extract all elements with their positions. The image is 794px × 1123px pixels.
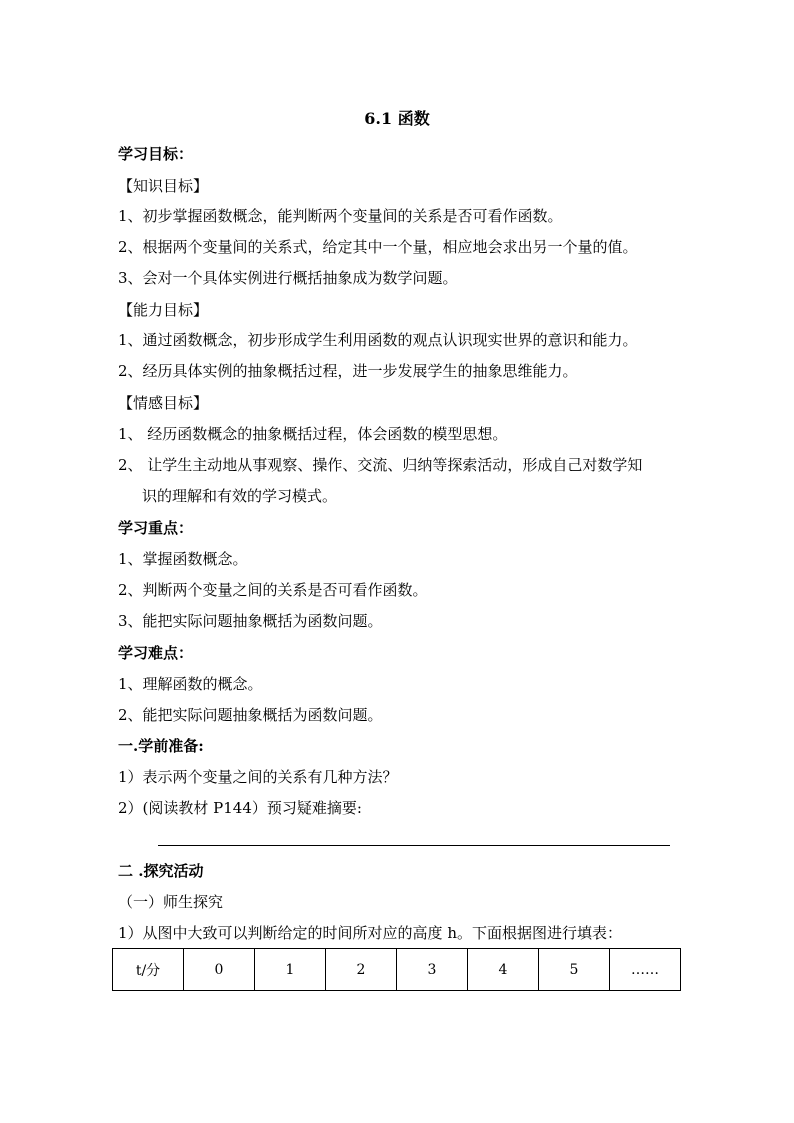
prep-item-2: 2）(阅读教材 P144）预习疑难摘要:	[118, 799, 362, 817]
prep-heading: 一.学前准备:	[118, 737, 204, 755]
key-points-heading: 学习重点：	[118, 519, 194, 537]
key-point-1: 1、掌握函数概念。	[118, 550, 248, 568]
emotion-item-2-continued: 识的理解和有效的学习模式。	[142, 487, 338, 505]
table-cell: 0	[184, 949, 255, 991]
ability-item-1: 1、通过函数概念，初步形成学生利用函数的观点认识现实世界的意识和能力。	[118, 331, 638, 349]
emotion-item-1: 1、 经历函数概念的抽象概括过程，体会函数的模型思想。	[118, 425, 508, 443]
table-cell: 2	[326, 949, 397, 991]
key-point-3: 3、能把实际问题抽象概括为函数问题。	[118, 612, 383, 630]
objectives-heading: 学习目标：	[118, 145, 194, 163]
table-row	[113, 949, 681, 991]
table-cell: 4	[468, 949, 539, 991]
difficulty-2: 2、能把实际问题抽象概括为函数问题。	[118, 706, 383, 724]
explore-question-1: 1）从图中大致可以判断给定的时间所对应的高度 h。下面根据图进行填表：	[118, 924, 622, 942]
difficulty-1: 1、理解函数的概念。	[118, 675, 263, 693]
table-cell: 1	[255, 949, 326, 991]
emotion-heading: 【情感目标】	[118, 394, 209, 412]
prep-item-1: 1）表示两个变量之间的关系有几种方法？	[118, 768, 398, 786]
table-cell: ……	[610, 949, 681, 991]
explore-heading: 二 .探究活动	[118, 862, 204, 880]
table-cell-header: t/分	[113, 949, 184, 991]
table-cell: 5	[539, 949, 610, 991]
explore-sub-heading: （一）师生探究	[118, 893, 224, 911]
knowledge-item-3: 3、会对一个具体实例进行概括抽象成为数学问题。	[118, 269, 458, 287]
knowledge-item-2: 2、根据两个变量间的关系式，给定其中一个量，相应地会求出另一个量的值。	[118, 238, 638, 256]
page-title: 6.1 函数	[364, 109, 430, 128]
answer-line	[158, 845, 670, 846]
ability-item-2: 2、经历具体实例的抽象概括过程，进一步发展学生的抽象思维能力。	[118, 362, 578, 380]
difficulties-heading: 学习难点：	[118, 644, 194, 662]
knowledge-heading: 【知识目标】	[118, 177, 209, 195]
emotion-item-2: 2、 让学生主动地从事观察、操作、交流、归纳等探索活动，形成自己对数学知	[118, 456, 643, 474]
table-cell: 3	[397, 949, 468, 991]
time-height-table	[112, 948, 681, 991]
key-point-2: 2、判断两个变量之间的关系是否可看作函数。	[118, 581, 428, 599]
knowledge-item-1: 1、初步掌握函数概念，能判断两个变量间的关系是否可看作函数。	[118, 207, 563, 225]
ability-heading: 【能力目标】	[118, 301, 209, 319]
